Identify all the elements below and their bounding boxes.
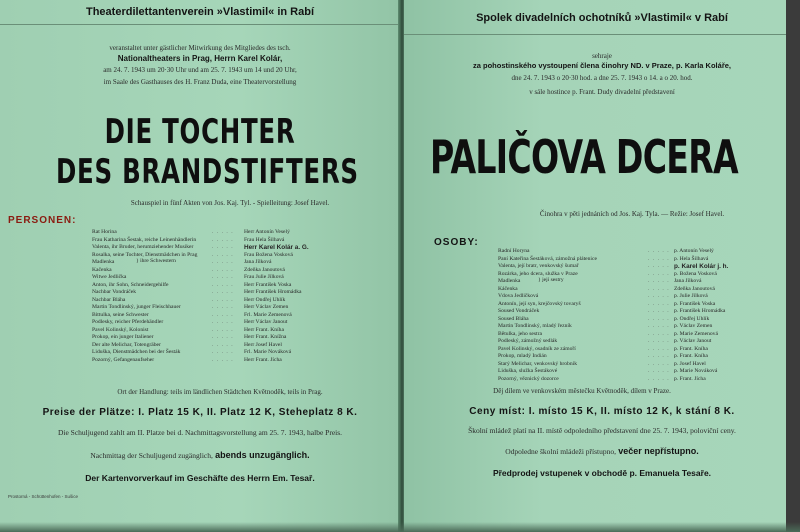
cast-dots: . . . . .	[648, 315, 670, 322]
cast-row	[498, 376, 788, 384]
ticket-prices: Ceny míst: I. místo 15 K, II. místo 12 K, k stání 8 K.	[469, 406, 735, 417]
cast-role: Paní Kateřina Šestáková, zámožná plátenice	[498, 255, 597, 262]
cast-actor: p. František Voska	[674, 300, 716, 307]
cast-row	[92, 297, 392, 305]
cast-row	[498, 346, 788, 354]
cast-actor: Frau Hela Šilhavá	[244, 236, 285, 243]
cast-actor: p. Václav Janout	[674, 338, 712, 344]
cast-list	[498, 248, 788, 383]
play-subtitle: Schauspiel in fünf Akten von Jos. Kaj. Tyl. - Spielleitung: Josef Havel.	[130, 199, 330, 207]
presale-note: Der Kartenvorverkauf im Geschäfte des Herrn Em. Tesař.	[85, 473, 315, 483]
cast-actor: Herr Antonín Veselý	[244, 229, 290, 235]
cast-row	[498, 286, 788, 294]
cast-role: Nachbar Vondráček	[92, 289, 137, 295]
cast-row	[92, 229, 392, 237]
cast-row	[498, 323, 788, 331]
cast-row	[92, 237, 392, 245]
cast-dots: . . . . .	[648, 278, 670, 284]
cast-role: Pozorný, věznický dozorce	[498, 375, 559, 382]
cast-actor: p. Ondřej Uhlík	[674, 315, 710, 322]
cast-dots: . . . . .	[648, 345, 670, 352]
cast-role: Soused Vondráček	[498, 308, 540, 314]
school-note: Die Schuljugend zahlt am II. Platze bei d. Nachmittagsvorstellung am 25. 7. 1943, halbe Preis.	[57, 428, 343, 437]
cast-dots: . . . . .	[648, 308, 670, 314]
intro-line-1: veranstaltet unter gästlicher Mitwirkung des Mitgliedes des tsch.	[109, 44, 291, 52]
intro-line-2: Nationaltheaters in Prag, Herrn Karel Kolár,	[117, 54, 283, 63]
cast-actor: p. Josef Havel	[674, 360, 706, 367]
afternoon-bold: večer nepřístupno.	[618, 446, 699, 456]
cast-role: Soused Bláha	[498, 315, 529, 322]
cast-actor: p. Frant. Jícha	[674, 375, 706, 382]
cast-actor: p. František Hromádka	[674, 308, 726, 314]
bottom-shadow	[0, 522, 800, 532]
cast-row	[92, 349, 392, 357]
cast-row	[498, 316, 788, 324]
cast-row	[498, 361, 788, 369]
location-note: Děj dílem ve venkovském městečku Květnoděk, dílem v Praze.	[493, 387, 671, 395]
cast-role: Starý Melichar, venkovský hrobník	[498, 360, 578, 367]
cast-list	[92, 229, 392, 364]
cast-row	[92, 244, 392, 252]
cast-row	[92, 267, 392, 275]
cast-brace-note: } její sestry	[538, 277, 564, 283]
cast-role: Prokop, ein junger Italiener	[92, 334, 154, 340]
cast-dots: . . . . .	[212, 319, 234, 325]
cast-dots: . . . . .	[648, 323, 670, 329]
cast-actor: p. Julie Jílková	[674, 293, 708, 299]
cast-row	[92, 304, 392, 312]
cast-dots: . . . . .	[648, 300, 670, 307]
cast-row	[498, 353, 788, 361]
cast-role: Der alte Melichar, Totengräber	[92, 341, 161, 348]
cast-dots: . . . . .	[648, 353, 670, 359]
cast-role: Valenta, ihr Bruder, herumziehender Musiker	[92, 244, 194, 250]
cast-role: Anton, ihr Sohn, Schneidergehilfe	[92, 281, 169, 288]
cast-role: Rozárka, jeho dcera, služka v Praze	[498, 270, 578, 277]
cast-actor: Herr Josef Havel	[244, 341, 282, 348]
cast-row	[92, 274, 392, 282]
cast-row	[498, 293, 788, 301]
cast-row	[498, 331, 788, 339]
cast-dots: . . . . .	[648, 270, 670, 277]
table-edge	[786, 0, 800, 532]
cast-dots: . . . . .	[648, 263, 670, 269]
cast-row	[92, 259, 392, 267]
cast-dots: . . . . .	[212, 304, 234, 310]
cast-row	[498, 256, 788, 264]
cast-dots: . . . . .	[212, 236, 234, 243]
intro-line-2: za pohostinského vystoupení člena činohry ND. v Praze, p. Karla Koláře,	[473, 61, 731, 70]
cast-dots: . . . . .	[212, 266, 234, 273]
cast-actor: Herr František Voska	[244, 281, 292, 288]
cast-dots: . . . . .	[648, 368, 670, 374]
play-title: PALIČOVA DCERA	[430, 130, 738, 184]
cast-role: Prokop, mladý Indián	[498, 353, 547, 359]
cast-actor: p. Marie Nováková	[674, 368, 718, 374]
cast-actor: Herr Václav Zemen	[244, 304, 289, 310]
play-title-line-1: DIE TOCHTER	[104, 112, 296, 152]
cast-role: Valenta, její bratr, venkovský šumař	[498, 263, 579, 269]
cast-actor: Herr František Hromádka	[244, 289, 302, 295]
cast-dots: . . . . .	[648, 360, 670, 367]
cast-row	[498, 308, 788, 316]
cast-role: Pozorný, Gefangenaufseher	[92, 356, 155, 363]
play-title-line-2: DES BRANDSTIFTERS	[56, 152, 359, 192]
cast-actor: Herr Frant. Jícha	[244, 356, 282, 363]
presale-note: Předprodej vstupenek v obchodě p. Emanuela Tesaře.	[492, 468, 712, 478]
cast-role: Antonín, její syn, krejčovský tovaryš	[498, 300, 581, 307]
page-header: Spolek divadelních ochotníků »Vlastimil« v Rabí	[476, 12, 728, 24]
cast-dots: . . . . .	[212, 259, 234, 265]
cast-role: Nachbar Bláha	[92, 296, 126, 303]
cast-dots: . . . . .	[212, 281, 234, 288]
cast-dots: . . . . .	[212, 274, 234, 280]
cast-dots: . . . . .	[212, 349, 234, 355]
cast-role: Madlenka	[498, 278, 521, 284]
cast-dots: . . . . .	[648, 255, 670, 262]
cast-role: Pavel Kolinský, Kolonist	[92, 326, 149, 333]
play-subtitle: Činohra v pěti jednáních od Jos. Kaj. Tyla. — Režie: Josef Havel.	[539, 210, 725, 218]
intro-line-4: im Saale des Gasthauses des H. Franz Duda, eine Theatervorstellung	[103, 78, 297, 86]
cast-role: Witwe Jedlička	[92, 274, 127, 280]
cast-actor: Frl. Marie Nováková	[244, 349, 292, 355]
cast-actor: Herr Václav Janout	[244, 319, 288, 325]
cast-actor: p. Frant. Kníha	[674, 353, 708, 359]
cast-actor: Jana Jílková	[674, 278, 702, 284]
cast-row	[92, 357, 392, 365]
afternoon-note	[0, 450, 400, 460]
intro-line-3: am 24. 7. 1943 um 20·30 Uhr und am 25. 7. 1943 um 14 und 20 Uhr,	[103, 66, 297, 74]
cast-actor: p. Božena Vosková	[674, 270, 717, 277]
cast-role: Rosalka, seine Tochter, Dienstmädchen in Prag	[92, 251, 198, 258]
cast-role: Liduška, Dienstmädchen bei der Šesták	[92, 349, 181, 355]
cast-dots: . . . . .	[212, 341, 234, 348]
cast-row	[92, 319, 392, 327]
cast-actor: Zdeňka Janoutová	[674, 285, 715, 292]
cast-actor: p. Marie Zemenová	[674, 330, 718, 337]
cast-dots: . . . . .	[212, 356, 234, 363]
cast-role: Pavel Kolinský, osadník ze zámoří	[498, 345, 576, 352]
cast-role: Liduška, služka Šestákové	[498, 368, 558, 374]
cast-row	[92, 312, 392, 320]
cast-row	[498, 248, 788, 256]
poster-page-czech	[404, 0, 800, 532]
ticket-prices: Preise der Plätze: I. Platz 15 K, II. Platz 12 K, Steheplatz 8 K.	[42, 407, 358, 418]
cast-role: Frau Katharina Šestak, reiche Leinenhändlerin	[92, 236, 197, 243]
cast-dots: . . . . .	[212, 311, 234, 318]
cast-dots: . . . . .	[648, 248, 670, 254]
cast-dots: . . . . .	[648, 330, 670, 337]
afternoon-bold: abends unzugänglich.	[215, 450, 310, 460]
afternoon-prefix: Nachmittag der Schuljugend zugänglich,	[90, 451, 213, 460]
cast-role: Podlesky, reicher Pferdehändler	[92, 319, 164, 325]
afternoon-note	[404, 446, 800, 456]
cast-actor: p. Frant. Kníha	[674, 345, 708, 352]
cast-role: Kačenka	[92, 266, 112, 273]
cast-row	[92, 282, 392, 290]
cast-actor: Frau Julie Jílková	[244, 274, 284, 280]
cast-role: Rat Horina	[92, 229, 117, 235]
cast-row	[498, 301, 788, 309]
cast-actor: Herr Ondřej Uhlík	[244, 296, 286, 303]
cast-dots: . . . . .	[212, 326, 234, 333]
cast-heading: OSOBY:	[434, 237, 479, 248]
location-note: Ort der Handlung: teils im ländlichen Städtchen Květnoděk, teils in Prag.	[117, 388, 323, 396]
cast-role: Madlenka	[92, 259, 115, 265]
cast-row	[498, 278, 788, 286]
cast-role: Radní Horyna	[498, 248, 530, 254]
cast-actor: p. Antonín Veselý	[674, 248, 714, 254]
cast-actor: Herr Frant. Knížna	[244, 334, 287, 340]
cast-actor: Jana Jílková	[244, 259, 272, 265]
cast-row	[498, 368, 788, 376]
cast-row	[92, 327, 392, 335]
intro-line-4: v sále hostince p. Frant. Dudy divadelní představení	[529, 88, 675, 96]
cast-dots: . . . . .	[212, 289, 234, 295]
cast-actor: Zdeňka Janoutová	[244, 266, 285, 273]
cast-dots: . . . . .	[648, 285, 670, 292]
cast-dots: . . . . .	[648, 293, 670, 299]
cast-dots: . . . . .	[648, 375, 670, 382]
cast-actor: Herr Karel Kolár a. G.	[244, 244, 309, 251]
printer-footer: Prostorná - Schüttenhofen - Sušice	[8, 494, 79, 499]
cast-role: Káčenka	[498, 285, 518, 292]
cast-row	[92, 289, 392, 297]
cast-row	[498, 338, 788, 346]
cast-role: Martin Tondlinský, junger Fleischhauer	[92, 304, 181, 310]
afternoon-prefix: Odpoledne školní mládeži přístupno,	[505, 447, 617, 456]
cast-dots: . . . . .	[212, 251, 234, 258]
cast-row	[498, 263, 788, 271]
cast-dots: . . . . .	[212, 244, 234, 250]
cast-actor: Frau Božena Vosková	[244, 251, 293, 258]
cast-dots: . . . . .	[212, 229, 234, 235]
cast-row	[92, 342, 392, 350]
cast-brace-note: } ihre Schwestern	[136, 258, 176, 264]
page-header: Theaterdilettantenverein »Vlastimil« in Rabí	[85, 6, 314, 18]
cast-actor: p. Hela Šilhavá	[674, 255, 709, 262]
intro-line-3: dne 24. 7. 1943 o 20·30 hod. a dne 25. 7. 1943 o 14. a o 20. hod.	[511, 74, 693, 82]
cast-dots: . . . . .	[212, 296, 234, 303]
cast-dots: . . . . .	[212, 334, 234, 340]
intro-line-1: sehraje	[592, 52, 612, 60]
cast-role: Podleský, zámožný sedlák	[498, 338, 558, 344]
school-note: Školní mládež platí na II. místě odpoledního představení dne 25. 7. 1943, poloviční ceny.	[468, 426, 736, 435]
cast-row	[92, 334, 392, 342]
cast-actor: p. Václav Zemen	[674, 323, 713, 329]
cast-actor: Herr Frant. Kníha	[244, 326, 284, 333]
cast-role: Bětulka, jeho sestra	[498, 330, 542, 337]
cast-dots: . . . . .	[648, 338, 670, 344]
cast-actor: p. Karel Kolár j. h.	[674, 263, 729, 270]
cast-role: Martin Tondlinský, mladý řezník	[498, 323, 572, 329]
cast-actor: Frl. Marie Zemenová	[244, 311, 292, 318]
cast-heading: PERSONEN:	[8, 215, 77, 226]
cast-role: Vdova Jedličková	[498, 293, 539, 299]
cast-role: Bittulka, seine Schwester	[92, 311, 149, 318]
